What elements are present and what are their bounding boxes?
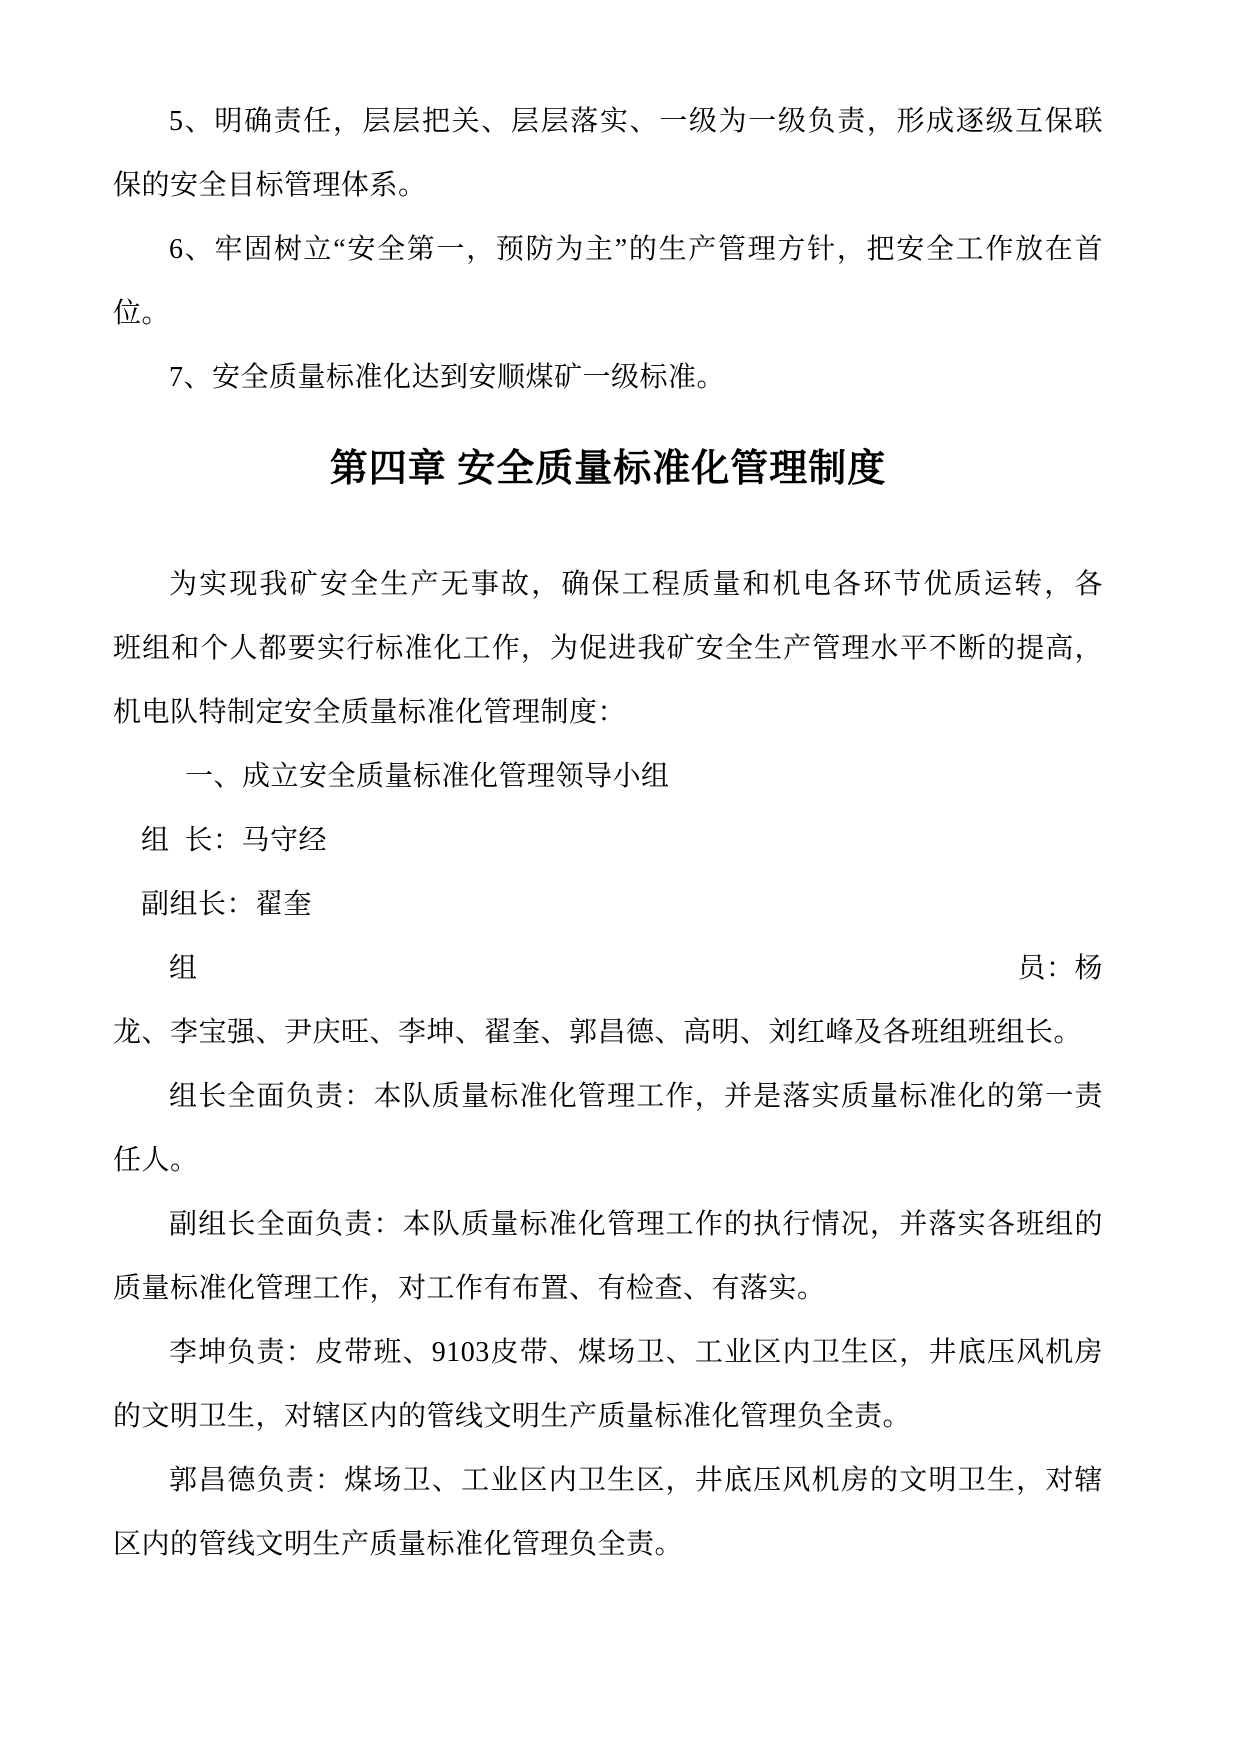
text-line: 区内的管线文明生产质量标准化管理负全责。 <box>113 1529 684 1560</box>
text-line: 副组长：翟奎 <box>141 889 313 920</box>
text-line: 6、牢固树立“安全第一，预防为主”的生产管理方针，把安全工作放在首 <box>169 234 1103 265</box>
text-line: 7、安全质量标准化达到安顺煤矿一级标准。 <box>169 362 726 393</box>
split-line-left: 组 <box>169 953 198 984</box>
document-body <box>113 0 1103 1577</box>
text-line: 副组长全面负责：本队质量标准化管理工作的执行情况，并落实各班组的 <box>169 1209 1103 1240</box>
text-line: 李坤负责：皮带班、9103皮带、煤场卫、工业区内卫生区，井底压风机房 <box>169 1337 1103 1368</box>
text-line: 保的安全目标管理体系。 <box>113 170 427 201</box>
text-line: 质量标准化管理工作，对工作有布置、有检查、有落实。 <box>113 1273 826 1304</box>
split-line-right: 员：杨 <box>1017 953 1103 984</box>
text-line: 班组和个人都要实行标准化工作，为促进我矿安全生产管理水平不断的提高， <box>113 633 1103 664</box>
text-line: 位。 <box>113 298 171 329</box>
text-line: 郭昌德负责：煤场卫、工业区内卫生区，井底压风机房的文明卫生，对辖 <box>169 1465 1103 1496</box>
split-text-line <box>113 937 1103 1001</box>
text-line: 的文明卫生，对辖区内的管线文明生产质量标准化管理负全责。 <box>113 1401 912 1432</box>
text-line: 5、明确责任，层层把关、层层落实、一级为一级负责，形成逐级互保联 <box>169 106 1103 137</box>
text-line: 为实现我矿安全生产无事故，确保工程质量和机电各环节优质运转，各 <box>169 569 1103 600</box>
chapter-heading: 第四章 安全质量标准化管理制度 <box>329 448 887 490</box>
text-line: 机电队特制定安全质量标准化管理制度： <box>113 697 627 728</box>
text-line: 任人。 <box>113 1145 199 1176</box>
text-line: 组长全面负责：本队质量标准化管理工作，并是落实质量标准化的第一责 <box>169 1081 1103 1112</box>
text-line: 一、成立安全质量标准化管理领导小组 <box>185 761 670 792</box>
text-line: 组 长：马守经 <box>141 825 328 856</box>
text-line: 龙、李宝强、尹庆旺、李坤、翟奎、郭昌德、高明、刘红峰及各班组班组长。 <box>113 1017 1083 1048</box>
